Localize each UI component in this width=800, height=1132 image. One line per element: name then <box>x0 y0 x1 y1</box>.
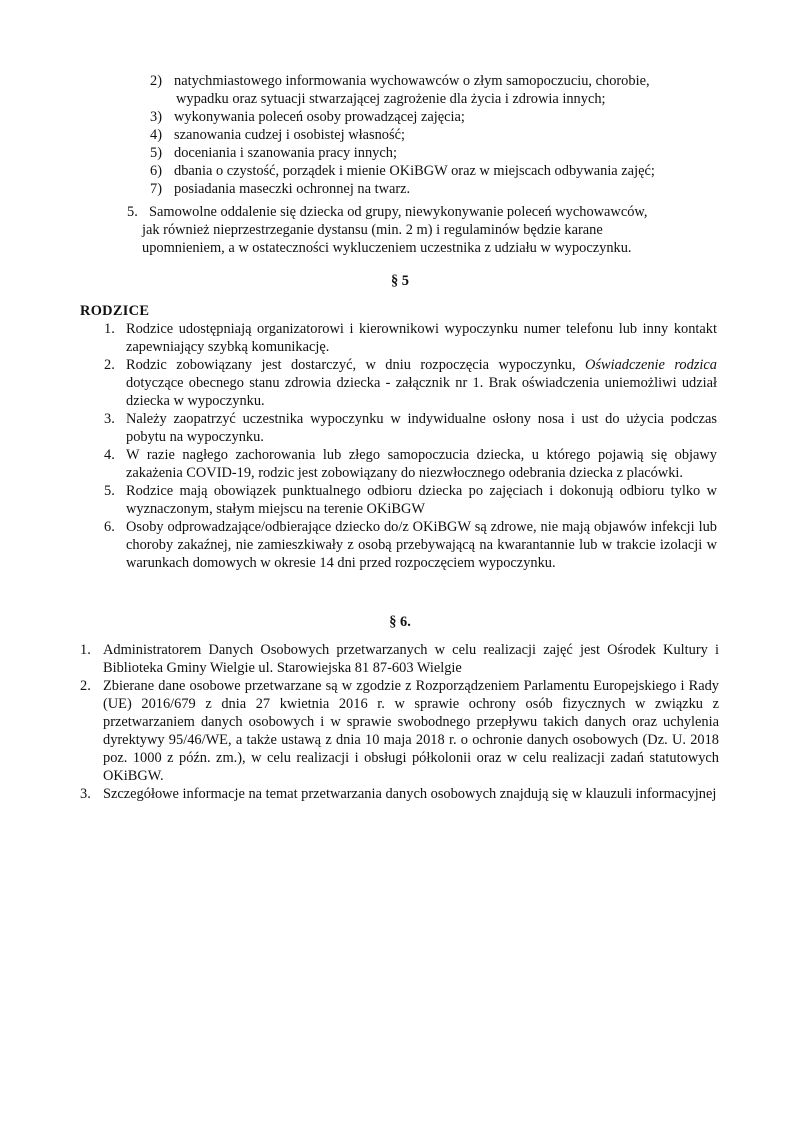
list-item-number: 4. <box>104 447 115 463</box>
list-item <box>104 410 717 446</box>
list-item-number: 2. <box>80 678 91 694</box>
list-item <box>104 320 717 356</box>
list-item-number: 5. <box>127 204 138 220</box>
list-item-text: Rodzice udostępniają organizatorowi i kierownikowi wypoczynku numer telefonu lub inny kontakt zapewniający szybką komunikację. <box>126 321 717 355</box>
list-item-text: Administratorem Danych Osobowych przetwarzanych w celu realizacji zajęć jest Ośrodek Kultury i Biblioteka Gminy Wielgie ul. Starowiejska 81 87-603 Wielgie <box>103 642 719 676</box>
text-run: dotyczące obecnego stanu zdrowia dziecka - załącznik nr 1. Brak oświadczenia uniemożliwi udział dziecka w wypoczynku. <box>126 375 717 409</box>
list-item-number: 3) <box>150 109 162 125</box>
list-item-text: W razie nagłego zachorowania lub złego samopoczucia dziecka, u którego pojawią się objawy zakażenia COVID-19, rodzic jest zobowiązany do niezwłocznego odebrania dziecka z placówki. <box>126 447 717 481</box>
list-item-text: szanowania cudzej i osobistej własność; <box>174 127 405 143</box>
section-heading: RODZICE <box>80 303 150 319</box>
list-item-number: 2) <box>150 73 162 89</box>
list-item-number: 7) <box>150 181 162 197</box>
list-item <box>104 482 717 518</box>
section4-sublist <box>150 72 710 198</box>
list-item <box>104 446 717 482</box>
list-item-text: Należy zaopatrzyć uczestnika wypoczynku w indywidualne osłony nosa i ust do użycia podczas pobytu na wypoczynku. <box>126 411 717 445</box>
paragraph-line: jak również nieprzestrzeganie dystansu (min. 2 m) i regulaminów będzie karane <box>142 222 603 238</box>
list-item-number: 5) <box>150 145 162 161</box>
list-item <box>80 641 719 677</box>
list-item-text: natychmiastowego informowania wychowawców o złym samopoczuciu, chorobie, <box>174 73 650 89</box>
list-item-number: 2. <box>104 357 115 373</box>
list-item-number: 6) <box>150 163 162 179</box>
list-item-text: doceniania i szanowania pracy innych; <box>174 145 397 161</box>
list-item-text: Szczegółowe informacje na temat przetwarzania danych osobowych znajdują się w klauzuli informacyjnej <box>103 786 717 802</box>
document-title-italic: Oświadczenie rodzica <box>585 357 717 373</box>
list-item-text: Zbierane dane osobowe przetwarzane są w zgodzie z Rozporządzeniem Parlamentu Europejskiego i Rady (UE) 2016/679 z dnia 27 kwietnia 2016 r. w sprawie ochrony osób fizycznych w związku z przetwarzaniem danych osobowych i w sprawie swobodnego przepływu takich danych oraz uchylenia dyrektywy 95/46/WE, a także ustawą z dnia 10 maja 2018 r. o ochronie danych osobowych (Dz. U. 2018 poz. 1000 z późn. zm.), w celu realizacji i obsługi półkolonii oraz w celu realizacji zadań statutowych OKiBGW. <box>103 678 719 784</box>
list-item <box>150 72 710 108</box>
paragraph-line: Samowolne oddalenie się dziecka od grupy, niewykonywanie poleceń wychowawców, <box>149 204 648 220</box>
list-item <box>104 356 717 410</box>
list-item-number: 3. <box>80 786 91 802</box>
list-item-number: 3. <box>104 411 115 427</box>
list-item-text: wypadku oraz sytuacji stwarzającej zagrożenie dla życia i zdrowia innych; <box>176 91 606 107</box>
list-item <box>150 144 710 162</box>
list-item-text: Osoby odprowadzające/odbierające dziecko do/z OKiBGW są zdrowe, nie mają objawów infekcji lub choroby zakaźnej, nie zamieszkiwały z osobą przebywającą na kwarantannie lub w trakcie izolacji w warunkach domowych w okresie 14 dni przed rozpoczęciem wypoczynku. <box>126 519 717 571</box>
list-item-text: dbania o czystość, porządek i mienie OKiBGW oraz w miejscach odbywania zajęć; <box>174 163 655 179</box>
list-item-text: posiadania maseczki ochronnej na twarz. <box>174 181 411 197</box>
list-item-number: 1. <box>104 321 115 337</box>
section6-list <box>80 641 719 803</box>
list-item-text: wykonywania poleceń osoby prowadzącej zajęcia; <box>174 109 465 125</box>
list-item <box>80 785 719 803</box>
list-item <box>150 126 710 144</box>
section4-item-5 <box>127 203 707 257</box>
list-item-number: 4) <box>150 127 162 143</box>
paragraph-line: upomnieniem, a w ostateczności wykluczeniem uczestnika z udziału w wypoczynku. <box>142 240 632 256</box>
text-run: Rodzic zobowiązany jest dostarczyć, w dniu rozpoczęcia wypoczynku, <box>126 357 585 373</box>
section5-list <box>104 320 717 572</box>
list-item-number: 6. <box>104 519 115 535</box>
list-item <box>104 518 717 572</box>
section-mark-5: § 5 <box>391 273 409 289</box>
list-item <box>150 162 710 180</box>
list-item-number: 5. <box>104 483 115 499</box>
section-mark-6: § 6. <box>389 614 411 630</box>
list-item-number: 1. <box>80 642 91 658</box>
list-item-text <box>126 356 717 410</box>
list-item <box>150 108 710 126</box>
list-item <box>80 677 719 785</box>
list-item <box>150 180 710 198</box>
list-item-text: Rodzice mają obowiązek punktualnego odbioru dziecka po zajęciach i dokonują odbioru tylko w wyznaczonym, stałym miejscu na terenie OKiBGW <box>126 483 717 517</box>
